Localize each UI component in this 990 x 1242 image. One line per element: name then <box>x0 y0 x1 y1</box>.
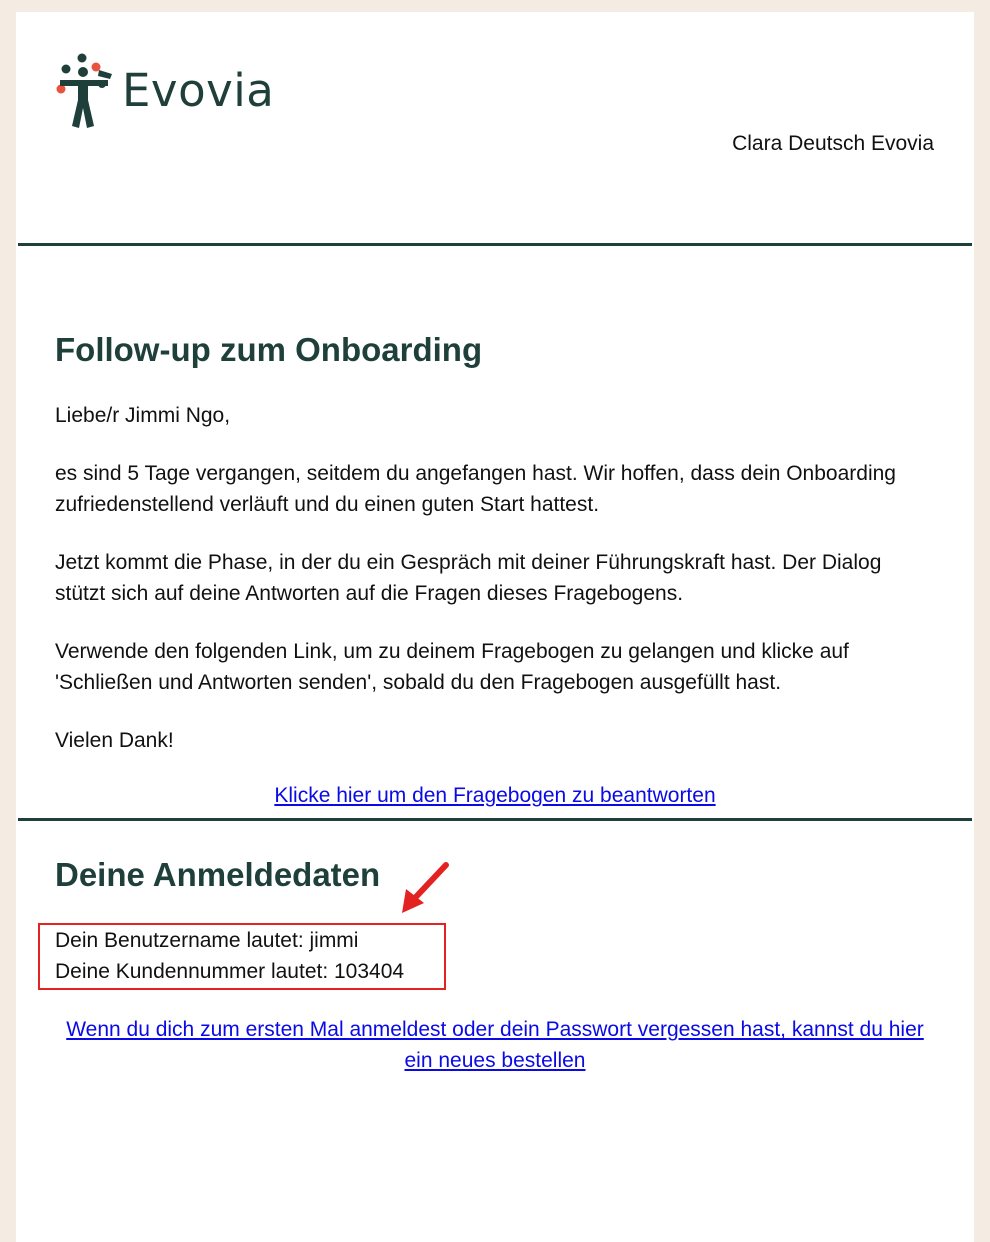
brand-name: Evovia <box>122 63 275 117</box>
credentials-title: Deine Anmeldedaten <box>55 856 381 893</box>
username-line: Dein Benutzername lautet: jimmi <box>55 929 359 953</box>
questionnaire-link[interactable]: Klicke hier um den Fragebogen zu beantworten <box>274 784 716 808</box>
paragraph-instructions: Verwende den folgenden Link, um zu deinem Fragebogen zu gelangen und klicke auf 'Schließen und Antworten senden', sobald du den Fragebogen ausgefüllt hast. <box>55 640 849 695</box>
red-arrow-icon <box>394 861 454 921</box>
password-reset-row <box>55 1014 935 1076</box>
paragraph-intro: es sind 5 Tage vergangen, seitdem du angefangen hast. Wir hoffen, dass dein Onboarding zufriedenstellend verläuft und du einen guten Start hattest. <box>55 462 896 517</box>
questionnaire-link-row <box>55 784 935 808</box>
password-reset-link[interactable]: Wenn du dich zum ersten Mal anmeldest oder dein Passwort vergessen hast, kannst du hier ein neues bestellen <box>66 1018 924 1073</box>
customer-number-line: Deine Kundennummer lautet: 103404 <box>55 960 405 984</box>
credentials-section <box>16 821 974 1076</box>
onboarding-section <box>16 246 974 818</box>
email-header <box>16 12 974 243</box>
sender-name: Clara Deutsch Evovia <box>732 132 934 155</box>
email-card <box>16 12 974 1242</box>
paragraph-dialog: Jetzt kommt die Phase, in der du ein Gespräch mit deiner Führungskraft hast. Der Dialog stützt sich auf deine Antworten auf die Fragen dieses Fragebogens. <box>55 551 882 606</box>
paragraph-thanks: Vielen Dank! <box>55 729 174 753</box>
credentials-highlight-box <box>38 923 446 990</box>
onboarding-title: Follow-up zum Onboarding <box>55 331 483 368</box>
greeting: Liebe/r Jimmi Ngo, <box>55 404 231 428</box>
evovia-logo <box>54 52 274 130</box>
evovia-figure-logo-icon <box>54 52 116 130</box>
